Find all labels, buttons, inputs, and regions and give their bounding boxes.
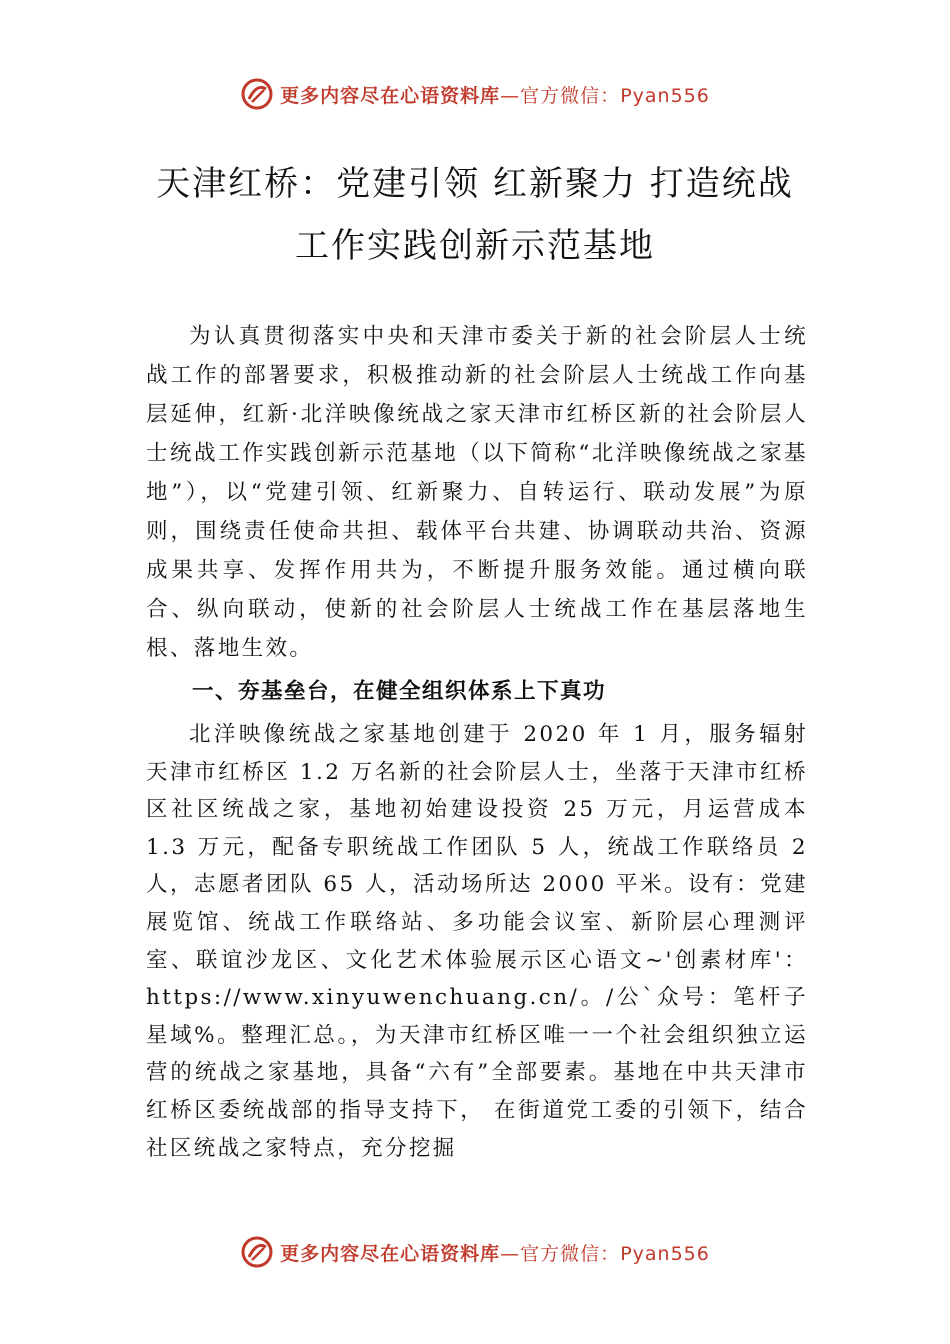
watermark-text (280, 81, 710, 108)
watermark-text (280, 1239, 710, 1266)
section-1-paragraph: 北洋映像统战之家基地创建于 2020 年 1 月，服务辐射天津市红桥区 1.2 万名新的社会阶层人士，坐落于天津市红桥区社区统战之家，基地初始建设投资 25 万元，月运营成本 1.3 万元，配备专职统战工作团队 5 人，统战工作联络员 2 人，志愿者团队 65 人，活动场所达 2000 平米。设有：党建展览馆、统战工作联络站、多功能会议室、新阶层心理测评室、联谊沙龙区、文化艺术体验展示区心语文~'创素材库'：https://www.xinyuwenchuang.cn/。/公`众号：笔杆子星域%。整理汇总。，为天津市红桥区唯一一个社会组织独立运营的统战之家基地，具备“六有”全部要素。基地在中共天津市红桥区委统战部的指导支持下， 在街道党工委的引领下，结合社区统战之家特点，充分挖掘 (146, 722, 808, 1161)
watermark-id: Pyan556 (620, 1242, 710, 1265)
watermark-middle: —官方微信： (500, 1242, 621, 1265)
brand-logo-icon (240, 1235, 274, 1269)
watermark-prefix: 更多内容尽在心语资料库 (280, 1242, 501, 1265)
watermark-middle: —官方微信： (500, 84, 621, 107)
brand-logo-icon (240, 77, 274, 111)
section-heading-1: 一、夯基垒台，在健全组织体系上下真功 (192, 679, 607, 704)
watermark-prefix: 更多内容尽在心语资料库 (280, 84, 501, 107)
page-title-line-1: 天津红桥：党建引领 红新聚力 打造统战 (156, 164, 794, 204)
page-title-line-2: 工作实践创新示范基地 (295, 226, 655, 266)
watermark-id: Pyan556 (620, 84, 710, 107)
watermark-banner-top (0, 70, 950, 118)
intro-paragraph: 为认真贯彻落实中央和天津市委关于新的社会阶层人士统战工作的部署要求，积极推动新的社会阶层人士统战工作向基层延伸，红新·北洋映像统战之家天津市红桥区新的社会阶层人士统战工作实践创新示范基地（以下简称“北洋映像统战之家基地”），以“党建引领、红新聚力、自转运行、联动发展”为原则，围绕责任使命共担、载体平台共建、协调联动共治、资源成果共享、发挥作用共为，不断提升服务效能。通过横向联合、纵向联动，使新的社会阶层人士统战工作在基层落地生根、落地生效。 (146, 324, 808, 661)
watermark-banner-bottom (0, 1228, 950, 1276)
